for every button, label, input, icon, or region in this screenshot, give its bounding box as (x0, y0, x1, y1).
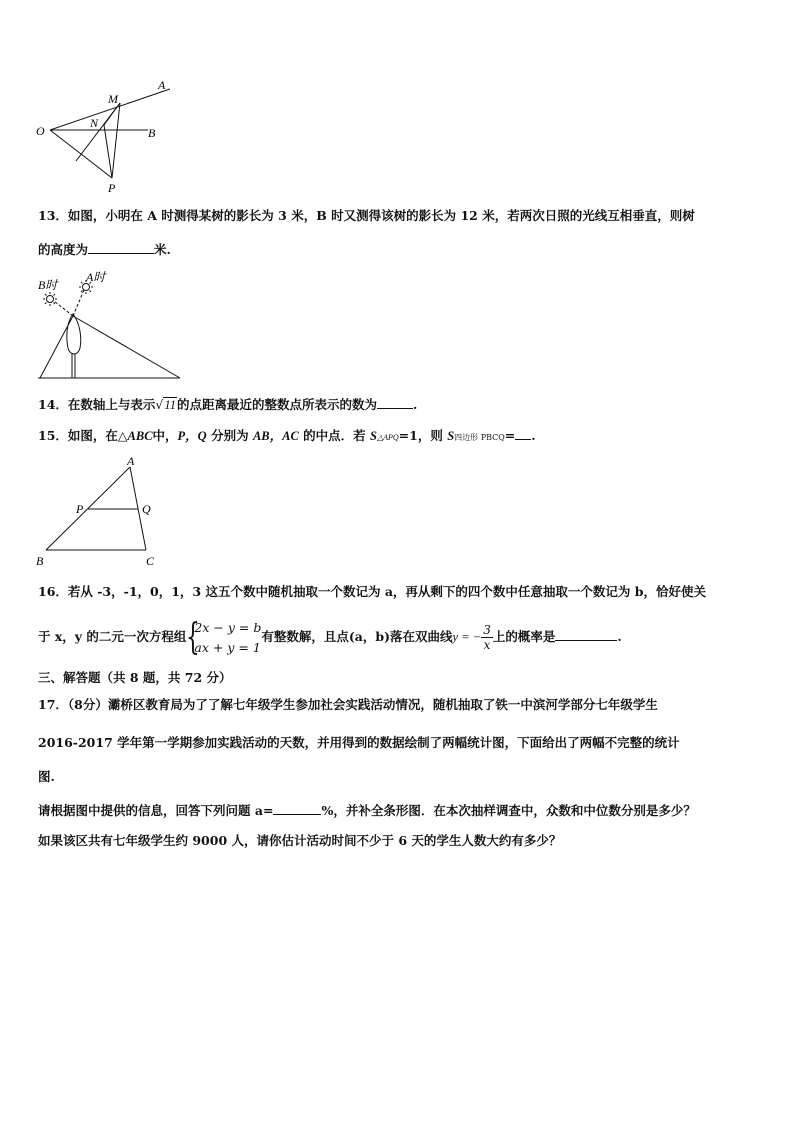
q17-line4 (38, 802, 696, 819)
q13-answer-blank[interactable] (88, 241, 154, 254)
tree-shadow-figure (30, 268, 190, 383)
tri-label-b: B (36, 554, 44, 568)
q14-sqrt-arg: 11 (164, 398, 176, 412)
triangle-figure (30, 452, 170, 572)
q14-end: . (412, 397, 418, 412)
q14-line (38, 396, 417, 413)
q15-line (38, 427, 536, 446)
q14-pre: 14．在数轴上与表示 (38, 397, 156, 412)
q17-line2: 2016-2017 学年第一学期参加实践活动的天数，并用得到的数据绘制了两幅统计图，下面给出了两幅不完整的统计 (38, 735, 680, 750)
section-heading: 三、解答题（共 8 题，共 72 分） (38, 670, 232, 685)
b-time-label: B时 (38, 278, 58, 292)
q13-line2-pre: 的高度为 (38, 242, 89, 257)
angle-figure (30, 75, 180, 200)
q15-s2-sub: 四边形 PBCQ (454, 433, 505, 442)
label-a: A (158, 78, 166, 92)
sqrt-symbol: √ (155, 397, 164, 412)
label-b: B (148, 126, 156, 140)
q16-line2-pre: 于 x，y 的二元一次方程组 (38, 629, 187, 644)
q15-pq: P，Q (177, 429, 207, 443)
tri-label-p: P (76, 502, 84, 516)
tri-label-a: A (127, 454, 135, 468)
q15-mid2: 分别为 (206, 428, 253, 443)
q15-s1-sub: △APQ (376, 433, 399, 442)
q15-answer-blank[interactable] (515, 427, 531, 440)
q15-s2: S (447, 429, 455, 443)
tri-label-q: Q (142, 502, 151, 516)
sun-b-icon (43, 292, 57, 306)
q13-line2-post: 米. (154, 242, 171, 257)
q15-mid3: 的中点．若 (298, 428, 371, 443)
q15-ab-ac: AB，AC (252, 429, 299, 443)
q17-line1: 17．（8分）灞桥区教育局为了了解七年级学生参加社会实践活动情况，随机抽取了铁一中滨河学部分七年级学生 (38, 697, 658, 712)
q14-post: 的点距离最近的整数点所表示的数为 (176, 397, 377, 412)
q17-line4-pre: 请根据图中提供的信息，回答下列问题 a= (38, 803, 274, 818)
fraction-denominator: x (483, 638, 491, 652)
equation-2: ax + y = 1 (194, 639, 261, 655)
hyperbola-lhs: y = − (452, 630, 482, 644)
q16-line2-mid: 有整数解，且点(a，b)落在双曲线 (261, 629, 453, 644)
brace-symbol: { (186, 616, 201, 658)
q13-line1: 13．如图，小明在 A 时测得某树的影长为 3 米，B 时又测得该树的影长为 12 米，若两次日照的光线互相垂直，则树 (38, 208, 695, 223)
q17-line3: 图. (38, 769, 55, 784)
q16-end: . (617, 629, 622, 644)
q16-answer-blank[interactable] (555, 628, 617, 641)
q15-pre: 15．如图，在△ (38, 428, 128, 443)
q15-abc: ABC (127, 429, 153, 443)
q14-answer-blank[interactable] (377, 396, 413, 409)
q17-line5: 如果该区共有七年级学生约 9000 人，请你估计活动时间不少于 6 天的学生人数大约有多少？ (38, 833, 562, 848)
q15-dot: . (531, 428, 536, 443)
hyperbola-fraction (481, 623, 493, 652)
equation-1: 2x − y = b (194, 619, 262, 635)
q15-mid1: 中， (152, 428, 178, 443)
label-p: P (108, 181, 116, 195)
tri-label-c: C (146, 554, 155, 568)
q15-end: = (504, 428, 516, 443)
fraction-numerator: 3 (483, 623, 491, 637)
q16-line2 (38, 617, 622, 657)
label-m: M (108, 92, 118, 106)
q17-answer-blank[interactable] (273, 802, 321, 815)
q15-s1: S (370, 429, 377, 443)
q16-line2-post: 上的概率是 (492, 629, 556, 644)
q16-line1: 16．若从 -3，-1，0，1，3 这五个数中随机抽取一个数记为 a，再从剩下的四个数中任意抽取一个数记为 b，恰好使关 (38, 584, 707, 599)
equation-system (186, 618, 261, 658)
q15-mid4: =1，则 (398, 428, 448, 443)
a-time-label: A时 (86, 270, 106, 284)
label-n: N (90, 116, 99, 130)
q13-line2 (38, 241, 171, 258)
q17-line4-post: %，并补全条形图．在本次抽样调查中，众数和中位数分别是多少？ (321, 803, 696, 818)
label-o: O (36, 124, 45, 138)
